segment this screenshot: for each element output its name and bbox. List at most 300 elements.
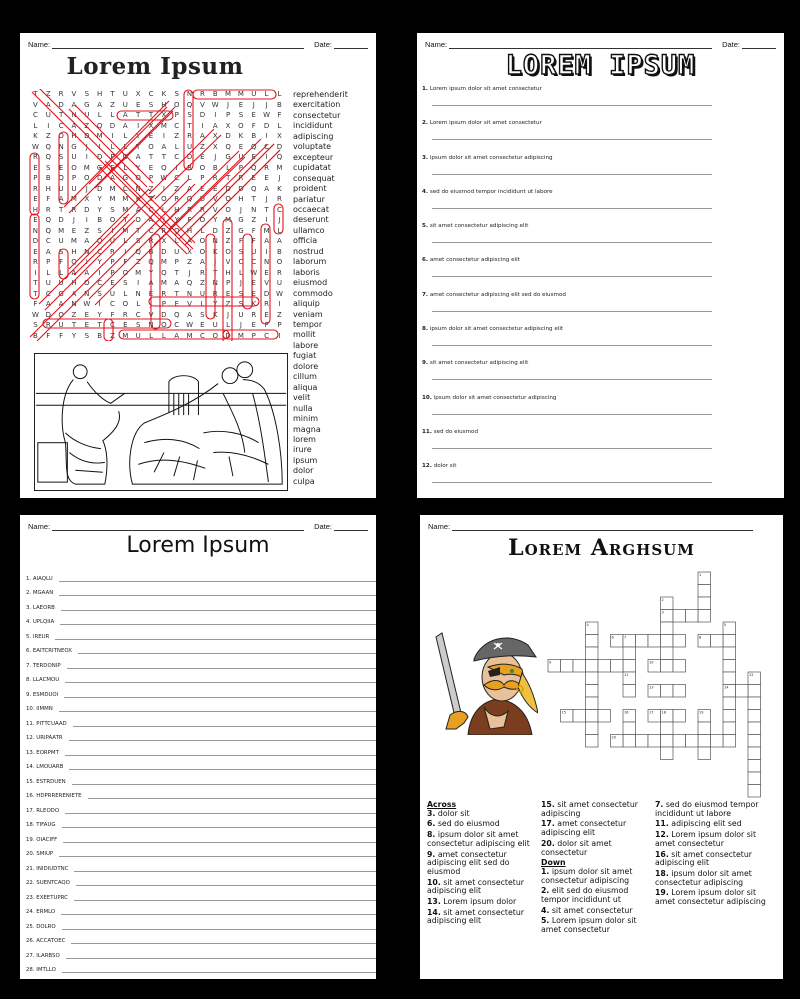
grid-cell[interactable]: S [238, 300, 244, 308]
grid-cell[interactable]: O [161, 195, 167, 203]
grid-cell[interactable]: U [276, 279, 283, 287]
grid-cell[interactable]: F [123, 258, 128, 266]
grid-cell[interactable]: V [148, 310, 154, 319]
grid-cell[interactable]: C [148, 226, 154, 235]
grid-cell[interactable]: R [148, 237, 154, 245]
grid-cell[interactable]: O [225, 205, 231, 214]
grid-cell[interactable]: U [45, 279, 51, 287]
grid-cell[interactable]: U [251, 247, 257, 256]
grid-cell[interactable]: D [84, 205, 90, 214]
grid-cell[interactable]: A [58, 195, 64, 203]
grid-cell[interactable]: X [161, 237, 167, 245]
grid-cell[interactable]: B [277, 100, 282, 109]
grid-cell[interactable]: D [96, 174, 103, 182]
grid-cell[interactable]: S [135, 321, 141, 329]
grid-cell[interactable]: Z [110, 331, 115, 340]
grid-cell[interactable]: Z [174, 184, 180, 193]
grid-cell[interactable]: S [123, 279, 128, 287]
grid-cell[interactable]: N [212, 237, 218, 245]
grid-cell[interactable]: O [148, 142, 154, 151]
grid-cell[interactable]: D [109, 121, 116, 130]
grid-cell[interactable]: Z [225, 226, 231, 235]
crossword-cell[interactable] [673, 610, 686, 623]
crossword-cell[interactable] [711, 635, 724, 648]
grid-cell[interactable]: X [148, 121, 154, 130]
answer-line[interactable] [432, 345, 712, 346]
grid-cell[interactable]: X [277, 132, 282, 140]
grid-cell[interactable]: Y [71, 331, 77, 340]
grid-cell[interactable]: F [251, 237, 256, 245]
grid-cell[interactable]: P [251, 331, 256, 340]
grid-cell[interactable]: E [251, 321, 256, 329]
grid-cell[interactable]: L [110, 142, 115, 151]
answer-line[interactable] [78, 649, 376, 654]
grid-cell[interactable]: T [174, 289, 179, 298]
answer-line[interactable] [59, 591, 376, 596]
grid-cell[interactable]: O [71, 163, 77, 172]
grid-cell[interactable]: I [278, 300, 281, 308]
grid-cell[interactable]: I [111, 132, 114, 140]
grid-cell[interactable]: B [212, 163, 218, 172]
grid-cell[interactable]: R [161, 226, 167, 235]
grid-cell[interactable]: L [161, 331, 166, 340]
grid-cell[interactable]: Y [174, 216, 179, 224]
grid-cell[interactable]: Q [96, 237, 103, 245]
grid-cell[interactable]: T [71, 321, 77, 329]
grid-cell[interactable]: J [239, 205, 242, 214]
grid-cell[interactable]: I [85, 216, 88, 224]
grid-cell[interactable]: U [122, 100, 128, 109]
grid-cell[interactable]: N [71, 300, 77, 308]
grid-cell[interactable]: Q [161, 163, 167, 172]
answer-line[interactable] [59, 577, 376, 582]
grid-cell[interactable]: U [109, 289, 116, 298]
grid-cell[interactable]: L [174, 142, 179, 151]
grid-cell[interactable]: G [238, 226, 244, 235]
grid-cell[interactable]: O [135, 216, 141, 224]
crossword-cell[interactable] [561, 660, 574, 673]
grid-cell[interactable]: J [227, 310, 230, 319]
grid-cell[interactable]: B [148, 247, 154, 256]
grid-cell[interactable]: I [124, 247, 127, 256]
crossword-cell[interactable] [748, 722, 761, 735]
grid-cell[interactable]: F [251, 226, 256, 235]
grid-cell[interactable]: E [58, 163, 64, 172]
grid-cell[interactable]: J [149, 300, 153, 308]
grid-cell[interactable]: F [238, 237, 243, 245]
grid-cell[interactable]: V [199, 100, 205, 109]
grid-cell[interactable]: I [162, 184, 165, 193]
grid-cell[interactable]: Q [251, 142, 257, 151]
grid-cell[interactable]: A [187, 310, 192, 319]
grid-cell[interactable]: L [123, 237, 128, 245]
grid-cell[interactable]: L [174, 237, 179, 245]
grid-cell[interactable]: R [174, 195, 180, 203]
grid-cell[interactable]: Y [97, 310, 102, 319]
grid-cell[interactable]: N [186, 90, 193, 98]
grid-cell[interactable]: Z [225, 300, 231, 308]
grid-cell[interactable]: M [109, 184, 116, 193]
answer-line[interactable] [59, 852, 376, 857]
answer-line[interactable] [59, 707, 376, 712]
grid-cell[interactable]: W [275, 289, 283, 298]
answer-line[interactable] [72, 780, 376, 785]
grid-cell[interactable]: A [148, 216, 154, 224]
grid-cell[interactable]: V [71, 90, 77, 98]
crossword-cell[interactable] [711, 735, 724, 748]
grid-cell[interactable]: N [148, 321, 154, 329]
grid-cell[interactable]: S [174, 90, 179, 98]
answer-line[interactable] [432, 311, 712, 312]
grid-cell[interactable]: T [110, 90, 115, 98]
grid-cell[interactable]: R [32, 153, 38, 161]
grid-cell[interactable]: C [174, 121, 180, 130]
crossword-cell[interactable] [698, 597, 711, 610]
grid-cell[interactable]: S [238, 111, 244, 119]
grid-cell[interactable]: V [264, 279, 269, 287]
grid-cell[interactable]: S [187, 111, 192, 119]
grid-cell[interactable]: R [187, 205, 192, 214]
grid-cell[interactable]: O [238, 121, 244, 130]
grid-cell[interactable]: X [212, 132, 218, 140]
grid-cell[interactable]: A [277, 237, 282, 245]
grid-cell[interactable]: X [187, 247, 192, 256]
grid-cell[interactable]: E [238, 142, 244, 151]
grid-cell[interactable]: Z [84, 226, 90, 235]
grid-cell[interactable]: H [225, 268, 231, 277]
grid-cell[interactable]: V [212, 195, 218, 203]
grid-cell[interactable]: S [200, 310, 205, 319]
grid-cell[interactable]: Q [45, 153, 52, 161]
grid-cell[interactable]: W [31, 310, 39, 319]
grid-cell[interactable]: C [110, 300, 115, 308]
grid-cell[interactable]: I [265, 247, 268, 256]
crossword-cell[interactable] [748, 685, 761, 698]
grid-cell[interactable]: R [199, 268, 205, 277]
grid-cell[interactable]: A [148, 279, 154, 287]
crossword-grid[interactable] [538, 568, 773, 803]
crossword-cell[interactable] [661, 685, 674, 698]
grid-cell[interactable]: C [199, 331, 205, 340]
grid-cell[interactable]: Q [148, 258, 154, 266]
grid-cell[interactable]: J [239, 321, 242, 329]
grid-cell[interactable]: U [251, 90, 257, 98]
grid-cell[interactable]: O [199, 247, 206, 256]
crossword-cell[interactable] [698, 585, 711, 598]
grid-cell[interactable]: C [251, 258, 257, 266]
grid-cell[interactable]: O [225, 195, 231, 203]
grid-cell[interactable]: R [32, 258, 38, 266]
grid-cell[interactable]: C [148, 90, 154, 98]
grid-cell[interactable]: K [238, 132, 244, 140]
grid-cell[interactable]: C [97, 279, 103, 287]
crossword-cell[interactable] [748, 760, 761, 773]
grid-cell[interactable]: L [149, 331, 153, 340]
grid-cell[interactable]: M [122, 226, 129, 235]
grid-cell[interactable]: U [71, 153, 77, 161]
answer-line[interactable] [61, 910, 376, 915]
crossword-cell[interactable] [586, 710, 599, 723]
grid-cell[interactable]: E [264, 310, 269, 319]
grid-cell[interactable]: D [58, 100, 64, 109]
crossword-cell[interactable] [636, 635, 649, 648]
grid-cell[interactable]: C [174, 321, 180, 329]
grid-cell[interactable]: J [72, 216, 75, 224]
answer-line[interactable] [65, 751, 376, 756]
grid-cell[interactable]: E [213, 184, 218, 193]
grid-cell[interactable]: A [71, 289, 77, 298]
grid-cell[interactable]: Y [136, 163, 141, 172]
grid-cell[interactable]: Q [45, 216, 52, 224]
grid-cell[interactable]: I [47, 121, 50, 130]
grid-cell[interactable]: A [212, 121, 218, 130]
grid-cell[interactable]: C [135, 310, 141, 319]
grid-cell[interactable]: Z [45, 132, 51, 140]
grid-cell[interactable]: N [58, 142, 64, 151]
grid-cell[interactable]: P [174, 111, 179, 119]
grid-cell[interactable]: C [238, 258, 244, 266]
grid-cell[interactable]: E [264, 268, 269, 277]
grid-cell[interactable]: R [45, 205, 51, 214]
grid-cell[interactable]: L [97, 111, 102, 119]
grid-cell[interactable]: C [58, 121, 64, 130]
grid-cell[interactable]: D [58, 216, 64, 224]
crossword-cell[interactable] [661, 722, 674, 735]
grid-cell[interactable]: S [110, 205, 115, 214]
grid-cell[interactable]: A [45, 100, 51, 109]
crossword-cell[interactable] [748, 785, 761, 798]
answer-line[interactable] [61, 606, 376, 611]
grid-cell[interactable]: F [33, 300, 38, 308]
crossword-cell[interactable] [698, 722, 711, 735]
grid-cell[interactable]: N [212, 279, 218, 287]
grid-cell[interactable]: D [238, 184, 244, 193]
crossword-cell[interactable] [586, 660, 599, 673]
crossword-cell[interactable] [723, 635, 736, 648]
crossword-cell[interactable] [623, 660, 636, 673]
grid-cell[interactable]: I [201, 121, 204, 130]
answer-line[interactable] [88, 794, 376, 799]
grid-cell[interactable]: E [33, 163, 38, 172]
grid-cell[interactable]: W [31, 142, 39, 151]
grid-cell[interactable]: R [199, 205, 205, 214]
grid-cell[interactable]: Q [58, 174, 64, 182]
grid-cell[interactable]: W [160, 174, 168, 182]
grid-cell[interactable]: D [122, 153, 129, 161]
grid-cell[interactable]: T [33, 279, 38, 287]
grid-cell[interactable]: Z [251, 216, 257, 224]
grid-cell[interactable]: M [186, 331, 193, 340]
grid-cell[interactable]: Z [71, 310, 77, 319]
grid-cell[interactable]: L [277, 226, 282, 235]
grid-cell[interactable]: H [32, 205, 39, 214]
grid-cell[interactable]: L [200, 300, 205, 308]
grid-cell[interactable]: O [199, 237, 206, 245]
grid-cell[interactable]: A [110, 174, 115, 182]
grid-cell[interactable]: C [264, 142, 270, 151]
grid-cell[interactable]: Q [276, 153, 283, 161]
grid-cell[interactable]: U [58, 321, 64, 329]
grid-cell[interactable]: C [148, 205, 154, 214]
grid-cell[interactable]: T [136, 111, 141, 119]
grid-cell[interactable]: O [84, 279, 90, 287]
grid-cell[interactable]: N [32, 226, 39, 235]
grid-cell[interactable]: Q [135, 247, 141, 256]
grid-cell[interactable]: F [187, 216, 192, 224]
grid-cell[interactable]: L [123, 132, 128, 140]
crossword-cell[interactable] [573, 660, 586, 673]
grid-cell[interactable]: M [225, 216, 232, 224]
crossword-cell[interactable] [573, 710, 586, 723]
grid-cell[interactable]: Q [251, 184, 257, 193]
grid-cell[interactable]: I [265, 153, 268, 161]
grid-cell[interactable]: A [71, 100, 77, 109]
grid-cell[interactable]: O [199, 216, 206, 224]
grid-cell[interactable]: R [251, 310, 257, 319]
grid-cell[interactable]: G [84, 100, 90, 109]
answer-line[interactable] [432, 414, 712, 415]
grid-cell[interactable]: D [161, 310, 167, 319]
grid-cell[interactable]: I [85, 153, 88, 161]
crossword-cell[interactable] [723, 722, 736, 735]
grid-cell[interactable]: Z [45, 90, 51, 98]
grid-cell[interactable]: O [173, 226, 180, 235]
grid-cell[interactable]: K [251, 300, 257, 308]
grid-cell[interactable]: R [212, 289, 218, 298]
grid-cell[interactable]: J [85, 184, 88, 193]
grid-cell[interactable]: F [110, 310, 115, 319]
grid-cell[interactable]: J [239, 279, 242, 287]
crossword-cell[interactable] [623, 735, 636, 748]
grid-cell[interactable]: U [58, 237, 64, 245]
grid-cell[interactable]: U [238, 153, 244, 161]
grid-cell[interactable]: M [160, 258, 167, 266]
answer-line[interactable] [432, 139, 712, 140]
grid-cell[interactable]: M [237, 90, 244, 98]
grid-cell[interactable]: D [32, 237, 39, 245]
grid-cell[interactable]: Z [135, 258, 141, 266]
grid-cell[interactable]: E [251, 174, 256, 182]
grid-cell[interactable]: K [212, 247, 218, 256]
grid-cell[interactable]: B [212, 90, 218, 98]
crossword-cell[interactable] [661, 735, 674, 748]
grid-cell[interactable]: O [58, 132, 64, 140]
crossword-cell[interactable] [748, 772, 761, 785]
grid-cell[interactable]: Q [186, 100, 193, 109]
grid-cell[interactable]: F [251, 121, 256, 130]
grid-cell[interactable]: J [278, 216, 281, 224]
grid-cell[interactable]: Q [71, 258, 77, 266]
grid-cell[interactable]: L [187, 174, 192, 182]
grid-cell[interactable]: M [135, 268, 142, 277]
grid-cell[interactable]: U [109, 237, 116, 245]
grid-cell[interactable]: A [122, 121, 128, 130]
grid-cell[interactable]: J [188, 268, 191, 277]
grid-cell[interactable]: L [110, 111, 115, 119]
crossword-cell[interactable] [723, 710, 736, 723]
grid-cell[interactable]: D [276, 142, 283, 151]
grid-cell[interactable]: L [226, 321, 231, 329]
grid-cell[interactable]: E [251, 279, 256, 287]
grid-cell[interactable]: Z [84, 121, 90, 130]
grid-cell[interactable]: P [200, 174, 205, 182]
grid-cell[interactable]: I [214, 111, 217, 119]
answer-line[interactable] [74, 896, 376, 901]
grid-cell[interactable]: E [200, 184, 205, 193]
grid-cell[interactable]: O [122, 300, 129, 308]
grid-cell[interactable]: F [264, 321, 269, 329]
grid-cell[interactable]: L [277, 121, 282, 130]
answer-line[interactable] [69, 765, 376, 770]
crossword-cell[interactable] [661, 622, 674, 635]
grid-cell[interactable]: T [123, 216, 128, 224]
grid-cell[interactable]: G [122, 174, 129, 182]
grid-cell[interactable]: F [46, 331, 51, 340]
grid-cell[interactable]: C [264, 331, 270, 340]
grid-cell[interactable]: P [174, 258, 179, 266]
grid-cell[interactable]: Y [136, 132, 141, 140]
grid-cell[interactable]: D [225, 132, 231, 140]
grid-cell[interactable]: A [71, 121, 77, 130]
answer-line[interactable] [432, 105, 712, 106]
grid-cell[interactable]: L [226, 163, 231, 172]
answer-line[interactable] [62, 925, 376, 930]
grid-cell[interactable]: A [135, 153, 141, 161]
grid-cell[interactable]: I [162, 132, 165, 140]
grid-cell[interactable]: L [59, 268, 64, 277]
crossword-cell[interactable] [748, 710, 761, 723]
grid-cell[interactable]: N [135, 184, 141, 193]
grid-cell[interactable]: X [212, 142, 218, 151]
grid-cell[interactable]: H [174, 205, 180, 214]
grid-cell[interactable]: O [173, 100, 180, 109]
grid-cell[interactable]: C [174, 153, 180, 161]
grid-cell[interactable]: B [45, 174, 51, 182]
grid-cell[interactable]: W [186, 321, 193, 329]
grid-cell[interactable]: T [148, 111, 154, 119]
grid-cell[interactable]: M [276, 163, 283, 172]
grid-cell[interactable]: M [160, 121, 167, 130]
grid-cell[interactable]: S [33, 321, 38, 329]
crossword-cell[interactable] [586, 685, 599, 698]
grid-cell[interactable]: U [122, 90, 128, 98]
grid-cell[interactable]: A [174, 331, 180, 340]
grid-cell[interactable]: T [213, 268, 218, 277]
answer-line[interactable] [432, 174, 712, 175]
grid-cell[interactable]: L [161, 205, 166, 214]
grid-cell[interactable]: X [135, 90, 141, 98]
grid-cell[interactable]: S [97, 289, 102, 298]
answer-line[interactable] [55, 635, 376, 640]
grid-cell[interactable]: Q [45, 226, 52, 235]
grid-cell[interactable]: C [174, 174, 180, 182]
grid-cell[interactable]: O [84, 174, 90, 182]
grid-cell[interactable]: G [58, 289, 64, 298]
grid-cell[interactable]: I [98, 142, 101, 151]
grid-cell[interactable]: T [148, 195, 154, 203]
grid-cell[interactable]: E [251, 153, 256, 161]
answer-line[interactable] [432, 276, 712, 277]
grid-cell[interactable]: K [33, 132, 38, 140]
grid-cell[interactable]: A [199, 258, 205, 266]
grid-cell[interactable]: H [186, 226, 193, 235]
grid-cell[interactable]: R [277, 268, 282, 277]
grid-cell[interactable]: M [237, 331, 244, 340]
grid-cell[interactable]: A [71, 268, 77, 277]
grid-cell[interactable]: B [33, 331, 38, 340]
grid-cell[interactable]: P [110, 153, 115, 161]
grid-cell[interactable]: D [199, 111, 206, 119]
